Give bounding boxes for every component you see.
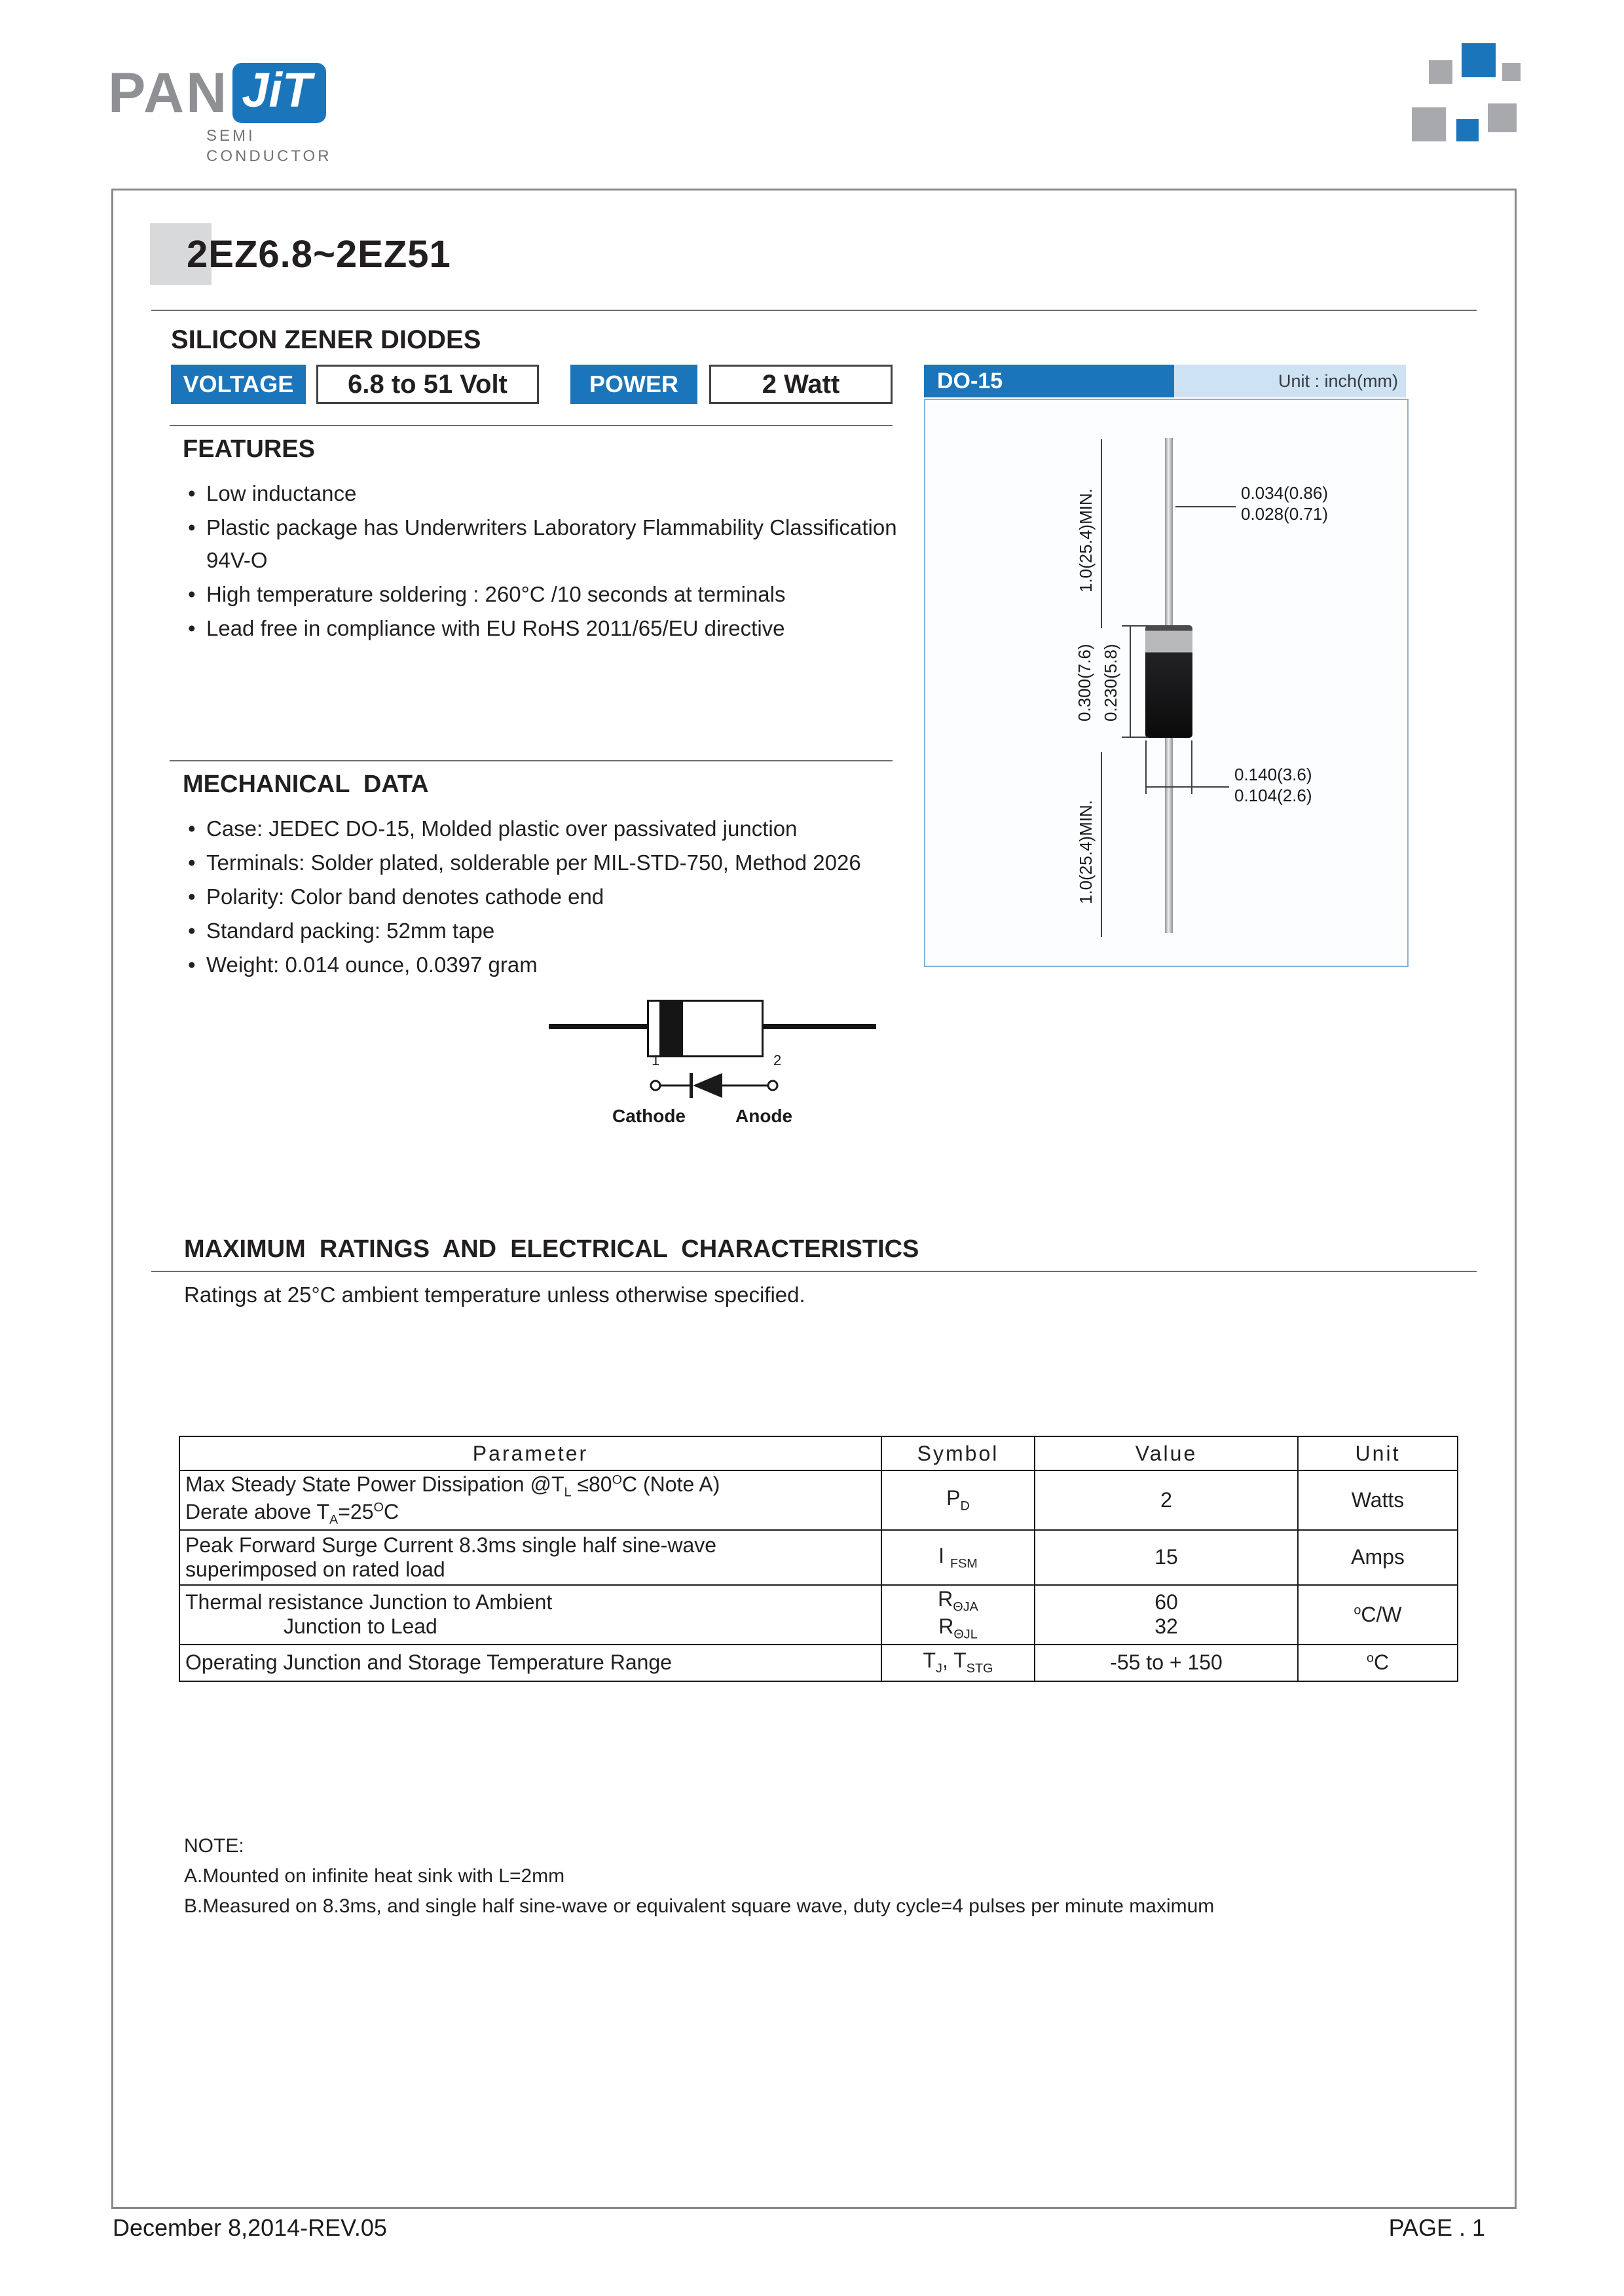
logo-conductor: CONDUCTOR (206, 147, 332, 165)
table-row (179, 1530, 1458, 1585)
value-line: 60 (1154, 1590, 1178, 1614)
value-cell: 15 (1035, 1530, 1298, 1585)
product-family-title: SILICON ZENER DIODES (171, 325, 481, 354)
component-body (647, 1000, 764, 1057)
mechanical-item: • Standard packing: 52mm tape (183, 915, 929, 947)
dimension-line (1101, 439, 1102, 628)
features-heading: FEATURES (183, 435, 315, 463)
logo-subtext (108, 126, 332, 166)
decor-square (1462, 43, 1496, 77)
cathode-band (659, 1002, 683, 1055)
symbol-cell: $T_J$, $T_{STG}$ (881, 1645, 1035, 1681)
feature-item: • Lead free in compliance with EU RoHS 2011/65/EU directive (183, 612, 916, 645)
ratings-heading: MAXIMUM RATINGS AND ELECTRICAL CHARACTERISTICS (184, 1235, 919, 1263)
dimension-line (1145, 786, 1229, 788)
decor-square (1429, 60, 1452, 84)
dimension-line (1130, 625, 1131, 738)
note-label: NOTE: (184, 1835, 244, 1857)
symbol-cell (881, 1585, 1035, 1645)
cathode-label: Cathode (612, 1106, 686, 1126)
unit-cell: Watts (1298, 1470, 1458, 1530)
value-cell: 2 (1035, 1470, 1298, 1530)
logo-jit-badge: JiT (232, 63, 326, 123)
logo-semi: SEMI (206, 127, 255, 145)
anode-label: Anode (735, 1106, 793, 1126)
parameter-cell (179, 1470, 881, 1530)
table-row (179, 1585, 1458, 1645)
decor-square (1488, 103, 1517, 132)
section-divider (170, 425, 893, 426)
pin-1-label: 1 (652, 1052, 660, 1068)
symbol-cell: $P_D$ (881, 1470, 1035, 1530)
symbol-line: $R_{\Theta JA}$ (938, 1586, 978, 1614)
unit-cell: $^o$C/W (1298, 1585, 1458, 1645)
dimension-line (1101, 752, 1102, 937)
part-number-title: 2EZ6.8~2EZ51 (187, 233, 451, 276)
power-value-box: 2 Watt (709, 365, 893, 404)
mechanical-item: • Terminals: Solder plated, solderable per MIL-STD-750, Method 2026 (183, 847, 929, 879)
dim-lead-diameter-inch: 0.034(0.86) (1241, 483, 1328, 503)
panjit-logo (108, 63, 332, 166)
section-divider (170, 760, 893, 761)
feature-item: • High temperature soldering : 260°C /10 seconds at terminals (183, 578, 916, 611)
voltage-value-box: 6.8 to 51 Volt (316, 365, 539, 404)
dim-body-length-mm: 0.230(5.8) (1101, 644, 1120, 722)
parameter-line: Peak Forward Surge Current 8.3ms single half sine-wave (185, 1533, 717, 1557)
diode-symbol-icon (649, 1070, 788, 1101)
note-b: B.Measured on 8.3ms, and single half sine-wave or equivalent square wave, duty cycle=4 pulses per minute maximum (184, 1895, 1215, 1917)
dim-lead-length-top: 1.0(25.4)MIN. (1076, 488, 1096, 593)
dim-body-diameter-mm: 0.104(2.6) (1234, 786, 1312, 805)
title-divider (151, 310, 1477, 311)
value-cell: -55 to + 150 (1035, 1645, 1298, 1681)
parameter-line: Junction to Lead (284, 1614, 437, 1639)
unit-cell: Amps (1298, 1530, 1458, 1585)
table-row (179, 1645, 1458, 1681)
ratings-table (179, 1436, 1458, 1682)
table-header-row (179, 1436, 1458, 1470)
package-outline-drawing (924, 399, 1409, 967)
content-frame (111, 189, 1517, 2209)
power-badge: POWER (570, 365, 697, 404)
mechanical-item: • Polarity: Color band denotes cathode end (183, 881, 929, 913)
ratings-condition: Ratings at 25°C ambient temperature unless otherwise specified. (184, 1283, 805, 1307)
parameter-line: superimposed on rated load (185, 1557, 445, 1581)
feature-item: • Plastic package has Underwriters Laboratory Flammability Classification 94V-O (183, 511, 916, 577)
mechanical-data-list (183, 812, 929, 983)
mechanical-data-heading: MECHANICAL DATA (183, 771, 429, 798)
parameter-line: Max Steady State Power Dissipation $@T_L \le 80^OC$ (Note A) (185, 1472, 720, 1500)
value-cell (1035, 1585, 1298, 1645)
dim-body-length-inch: 0.300(7.6) (1075, 644, 1094, 722)
page-number: PAGE . 1 (1388, 2214, 1485, 2241)
parameter-cell (179, 1585, 881, 1645)
ratings-divider (151, 1271, 1477, 1272)
col-header-value: Value (1035, 1436, 1298, 1470)
table-row (179, 1470, 1458, 1530)
mechanical-item: • Weight: 0.014 ounce, 0.0397 gram (183, 949, 929, 981)
mechanical-item: • Case: JEDEC DO-15, Molded plastic over passivated junction (183, 812, 929, 845)
notes-block (184, 1831, 1214, 1922)
logo-pan-text: PAN (108, 62, 229, 124)
decor-square (1456, 119, 1479, 141)
decor-square (1412, 107, 1446, 141)
value-line: 32 (1154, 1614, 1178, 1639)
package-name: DO-15 (924, 365, 1174, 397)
pin-2-label: 2 (773, 1052, 782, 1068)
parameter-cell (179, 1645, 881, 1681)
dim-lead-diameter-mm: 0.028(0.71) (1241, 504, 1328, 524)
dimension-line (1175, 506, 1236, 507)
features-list (183, 477, 916, 646)
parameter-line: Derate above $T_A=25^OC$ (185, 1500, 399, 1527)
diode-body (1145, 625, 1192, 738)
parameter-cell (179, 1530, 881, 1585)
revision-date: December 8,2014-REV.05 (113, 2214, 387, 2241)
col-header-unit: Unit (1298, 1436, 1458, 1470)
symbol-line: $R_{\Theta JL}$ (938, 1614, 978, 1642)
col-header-parameter: Parameter (179, 1436, 881, 1470)
unit-note: Unit : inch(mm) (1174, 365, 1406, 397)
dimension-tick (1122, 625, 1148, 627)
voltage-badge: VOLTAGE (171, 365, 306, 404)
dimension-tick (1122, 737, 1148, 738)
feature-item: • Low inductance (183, 477, 916, 510)
symbol-cell: I $_{FSM}$ (881, 1530, 1035, 1585)
dim-body-diameter-inch: 0.140(3.6) (1234, 765, 1312, 784)
note-a: A.Mounted on infinite heat sink with L=2mm (184, 1865, 565, 1887)
package-header-bar (924, 365, 1406, 397)
col-header-symbol: Symbol (881, 1436, 1035, 1470)
unit-cell: $^o$C (1298, 1645, 1458, 1681)
parameter-line: Operating Junction and Storage Temperature Range (185, 1650, 672, 1675)
parameter-line: Thermal resistance Junction to Ambient (185, 1590, 553, 1614)
dim-lead-length-bottom: 1.0(25.4)MIN. (1076, 800, 1096, 905)
decor-square (1502, 63, 1521, 81)
